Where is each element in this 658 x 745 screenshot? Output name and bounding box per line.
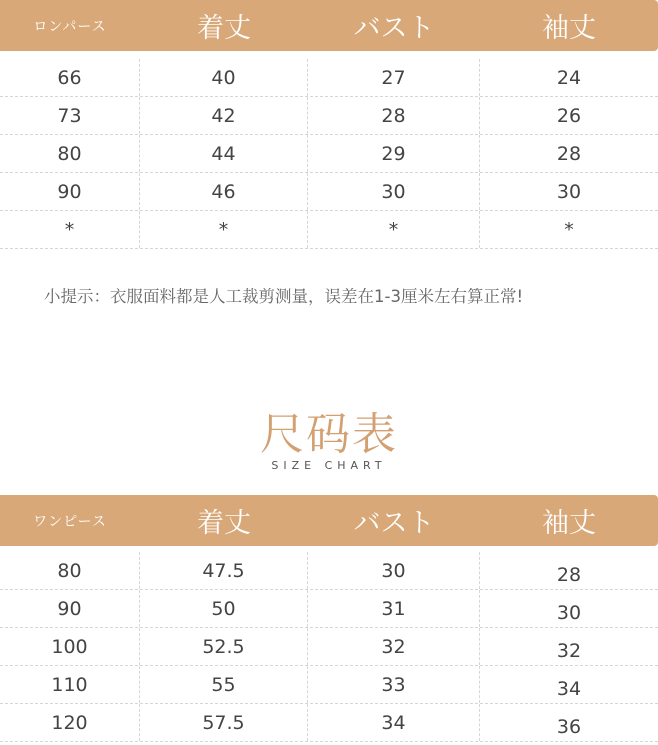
length-cell: 57.5 — [140, 704, 308, 741]
header-length: 着丈 — [197, 508, 251, 539]
size-cell: 100 — [0, 628, 140, 665]
measurement-note: 小提示：衣服面料都是人工裁剪测量，误差在1-3厘米左右算正常! — [44, 287, 524, 306]
page-title: 尺码表 — [260, 409, 398, 460]
table-row — [0, 97, 658, 135]
bust-cell: 31 — [308, 590, 480, 627]
bust-cell: 30 — [308, 173, 480, 210]
table-row — [0, 704, 658, 742]
size-cell: 90 — [0, 173, 140, 210]
header-product: ワンピース — [33, 513, 107, 530]
table-row — [0, 135, 658, 173]
bust-cell: 34 — [308, 704, 480, 741]
table-row — [0, 552, 658, 590]
sleeve-cell: 30 — [556, 601, 582, 624]
length-cell: 40 — [140, 59, 308, 96]
table-row — [0, 628, 658, 666]
bust-cell: 27 — [308, 59, 480, 96]
header-length: 着丈 — [197, 13, 251, 44]
length-cell: 47.5 — [140, 552, 308, 589]
table-row — [0, 211, 658, 249]
header-product: ロンパース — [33, 18, 107, 35]
length-cell: * — [140, 211, 308, 248]
bust-cell: 32 — [308, 628, 480, 665]
table-row — [0, 59, 658, 97]
length-cell: 52.5 — [140, 628, 308, 665]
table-header — [0, 495, 658, 546]
bust-cell: 33 — [308, 666, 480, 703]
length-cell: 50 — [140, 590, 308, 627]
table-row — [0, 590, 658, 628]
bust-cell: 30 — [308, 552, 480, 589]
length-cell: 42 — [140, 97, 308, 134]
sleeve-cell: 30 — [556, 180, 582, 203]
sleeve-cell: 28 — [556, 142, 582, 165]
sleeve-cell: 36 — [556, 715, 582, 738]
size-cell: 90 — [0, 590, 140, 627]
size-cell: 80 — [0, 552, 140, 589]
sleeve-cell: 28 — [556, 563, 582, 586]
sleeve-cell: * — [564, 218, 574, 241]
size-cell: 73 — [0, 97, 140, 134]
sleeve-cell: 32 — [556, 639, 582, 662]
size-cell: 80 — [0, 135, 140, 172]
bust-cell: 28 — [308, 97, 480, 134]
size-cell: 66 — [0, 59, 140, 96]
length-cell: 46 — [140, 173, 308, 210]
header-sleeve: 袖丈 — [542, 13, 596, 44]
table-row — [0, 173, 658, 211]
bust-cell: * — [308, 211, 480, 248]
header-bust: バスト — [353, 13, 435, 44]
sleeve-cell: 24 — [556, 66, 582, 89]
size-table-dress — [0, 495, 658, 742]
page-subtitle: SIZE CHART — [271, 459, 387, 472]
table-row — [0, 666, 658, 704]
size-table-romper — [0, 0, 658, 249]
header-bust: バスト — [353, 508, 435, 539]
size-cell: 120 — [0, 704, 140, 741]
bust-cell: 29 — [308, 135, 480, 172]
length-cell: 55 — [140, 666, 308, 703]
sleeve-cell: 26 — [556, 104, 582, 127]
size-cell: 110 — [0, 666, 140, 703]
size-cell: * — [0, 211, 140, 248]
length-cell: 44 — [140, 135, 308, 172]
table-header — [0, 0, 658, 51]
sleeve-cell: 34 — [556, 677, 582, 700]
header-sleeve: 袖丈 — [542, 508, 596, 539]
